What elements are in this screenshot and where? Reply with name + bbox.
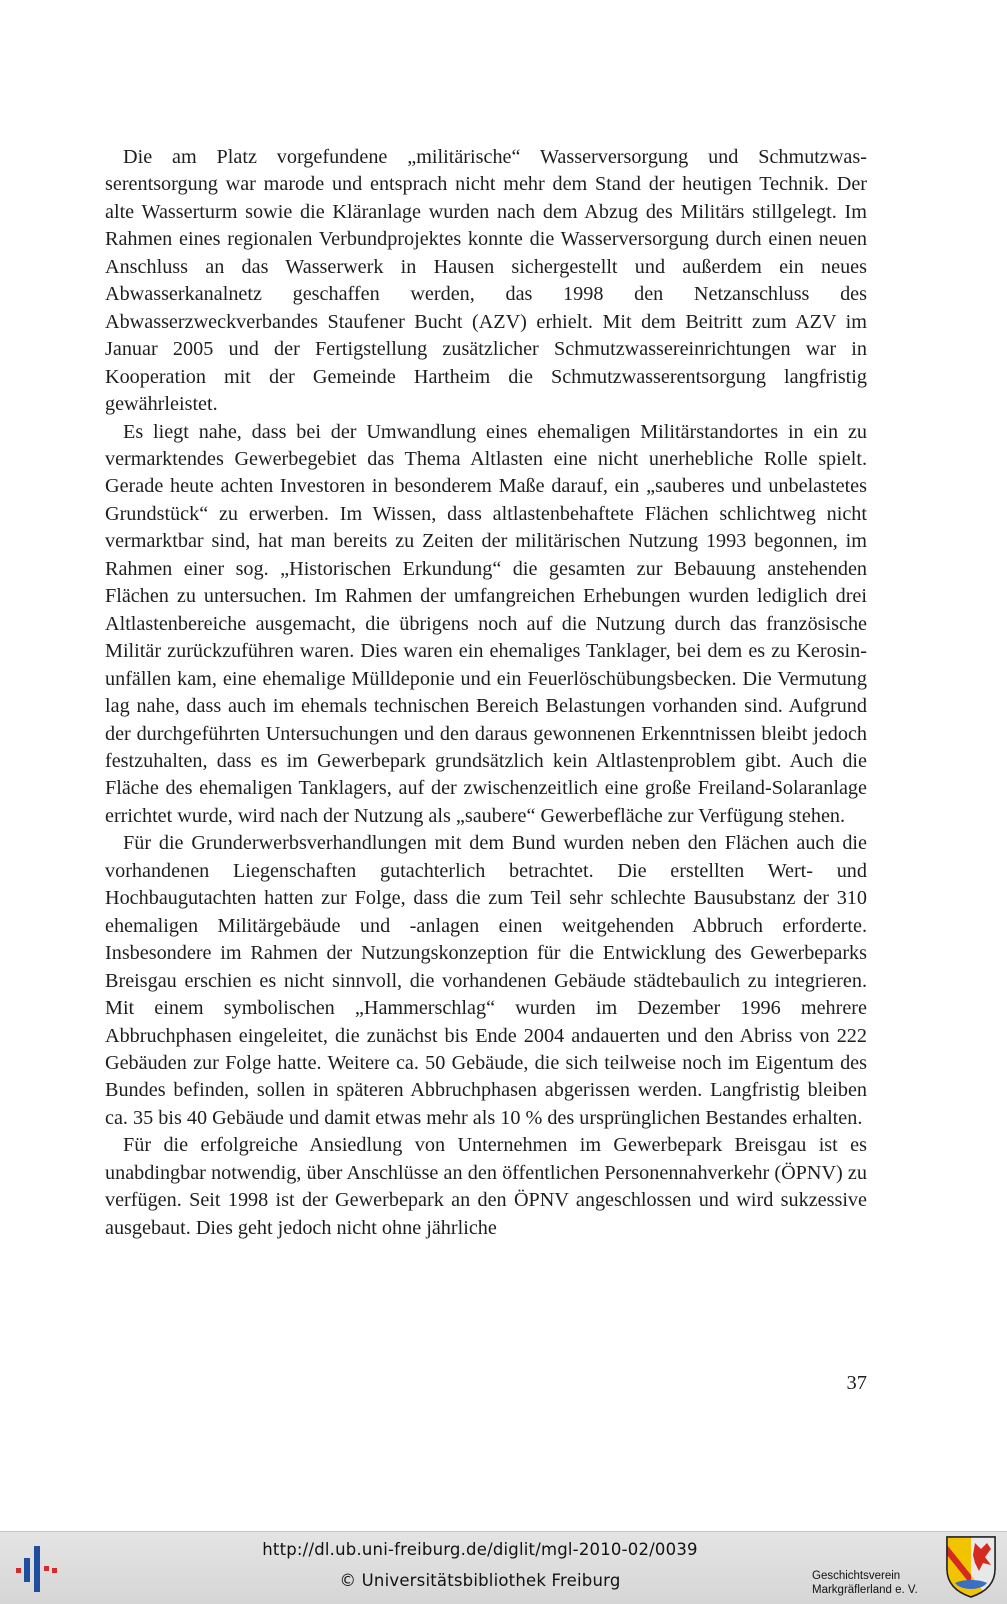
- footer-bar: [0, 1531, 1007, 1604]
- paragraph-3: Für die Grunderwerbsverhandlungen mit dem Bund wurden neben den Flächen auch die vorhandenen Liegenschaften gutachterlich betrachtet. Die erstellten Wert- und Hochbaugutachten hatten zur Folge, dass die zum Teil sehr schlechte Bausubstanz der 310 ehemaligen Militärgebäude und -anlagen einen weitgehenden Abbruch erforderte. Insbesondere im Rahmen der Nutzungskonzeption für die Entwicklung des Gewerbeparks Breisgau erschien es nicht sinnvoll, die vorhandenen Gebäude städtebaulich zu integrieren. Mit einem symbolischen „Hammerschlag“ wurden im Dezember 1996 mehrere Abbruchphasen eingeleitet, die zunächst bis Ende 2004 andauerten und den Abriss von 222 Gebäuden zur Folge hatte. Weitere ca. 50 Gebäude, die sich teilweise noch im Eigentum des Bundes befinden, sollen in späteren Abbruchphasen abgerissen werden. Langfristig bleiben ca. 35 bis 40 Gebäude und damit etwas mehr als 10 % des ursprünglichen Bestandes erhalten.: [105, 832, 867, 1129]
- society-name-line-1: Geschichtsverein: [812, 1570, 901, 1582]
- paragraph-4: Für die erfolgreiche Ansiedlung von Unternehmen im Gewerbepark Breisgau ist es unabdingbar notwendig, über Anschlüsse an den öffentlichen Personennahverkehr (ÖPNV) zu verfügen. Seit 1998 ist der Gewerbepark an den ÖPNV angeschlossen und wird sukzessive ausgebaut. Dies geht jedoch nicht ohne jährliche: [105, 1134, 867, 1239]
- ub-freiburg-logo-icon: [10, 1546, 66, 1592]
- footer-copyright: © Universitätsbibliothek Freiburg: [339, 1571, 621, 1590]
- page-number: 37: [846, 1372, 867, 1394]
- society-name: [812, 1569, 947, 1597]
- body-text: [105, 144, 867, 1242]
- coat-of-arms-icon: [945, 1535, 997, 1599]
- paragraph-1: Die am Platz vorgefundene „militärische“ Wasserversorgung und Schmutzwasserentsorgung war marode und entsprach nicht mehr dem Stand der heutigen Technik. Der alte Wasserturm sowie die Kläranlage wurden nach dem Abzug des Militärs stillgelegt. Im Rahmen eines regionalen Verbundprojektes konnte die Wasserversorgung durch einen neuen Anschluss an das Wasserwerk in Hausen sichergestellt und außerdem ein neues Abwasserkanalnetz geschaffen werden, das 1998 den Netzanschluss des Abwasserzweckverbandes Staufener Bucht (AZV) erhielt. Mit dem Beitritt zum AZV im Januar 2005 und der Fertigstellung zusätzlicher Schmutzwassereinrichtungen war in Kooperation mit der Gemeinde Hartheim die Schmutzwasserentsorgung langfristig gewährleistet.: [105, 146, 867, 416]
- footer-url-link[interactable]: http://dl.ub.uni-freiburg.de/diglit/mgl-2010-02/0039: [262, 1540, 698, 1559]
- paragraph-2: Es liegt nahe, dass bei der Umwandlung eines ehemaligen Militärstandortes in ein zu vermarktendes Gewerbegebiet das Thema Altlasten eine nicht unerhebliche Rolle spielt. Gerade heute achten Investoren in besonderem Maße darauf, ein „sauberes und unbelastetes Grundstück“ zu erwerben. Im Wissen, dass altlastenbehaftete Flächen schlichtweg nicht vermarktbar sind, hat man bereits zu Zeiten der militärischen Nutzung 1993 begonnen, im Rahmen einer sog. „Historischen Erkundung“ die gesamten zur Bebauung anstehenden Flächen zu untersuchen. Im Rahmen der umfangreichen Erhebungen wurden lediglich drei Altlastenbereiche ausgemacht, die übrigens noch auf die Nutzung durch das französische Militär zurückzuführen waren. Dies waren ein ehemaliges Tanklager, bei dem es zu Kerosinunfällen kam, eine ehemalige Mülldeponie und ein Feuerlöschübungsbecken. Die Vermutung lag nahe, dass auch im ehemals technischen Bereich Belastungen vorhanden sind. Aufgrund der durchgeführten Untersuchungen und den daraus gewonnenen Erkenntnissen bleibt jedoch festzuhalten, dass es im Gewerbepark grundsätzlich kein Altlastenproblem gibt. Auch die Fläche des ehemaligen Tanklagers, auf der zwischenzeitlich eine große Freiland-Solaranlage errichtet wurde, wird nach der Nutzung als „saubere“ Gewerbefläche zur Verfügung stehen.: [105, 420, 867, 827]
- society-name-line-2: Markgräflerland e. V.: [812, 1584, 918, 1596]
